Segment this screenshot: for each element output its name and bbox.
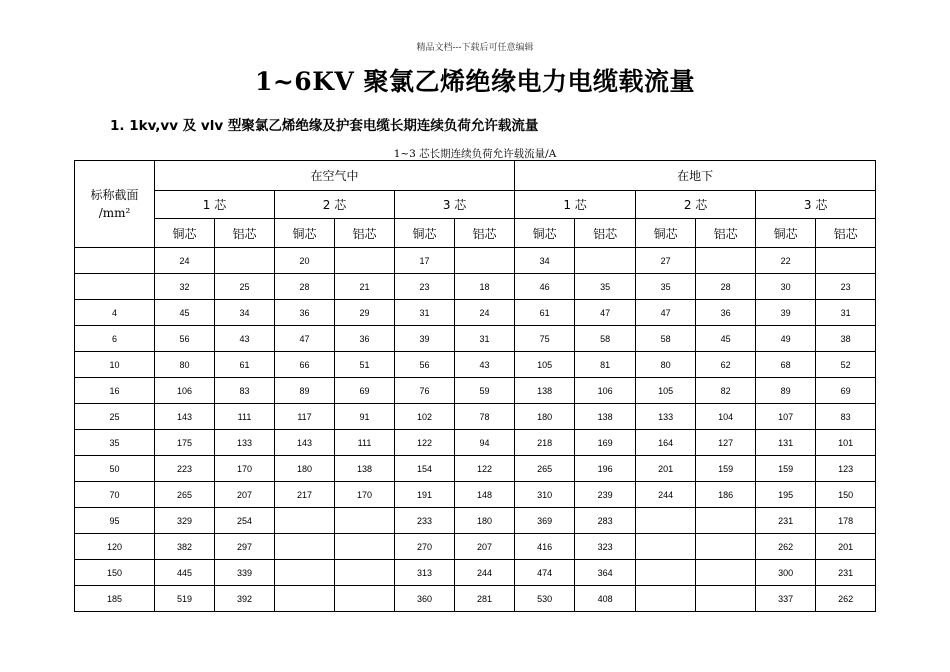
material-header-row [75,219,876,248]
ampacity-cell: 18 [455,274,515,300]
ampacity-cell: 239 [575,482,636,508]
material-header: 铝芯 [335,219,395,248]
table-row [75,586,876,612]
ampacity-cell: 360 [395,586,455,612]
table-row [75,248,876,274]
ampacity-cell: 35 [636,274,696,300]
ampacity-cell: 170 [215,456,275,482]
ampacity-cell: 75 [515,326,575,352]
ampacity-cell [636,534,696,560]
ampacity-cell [696,508,756,534]
group-header-row [75,161,876,191]
ampacity-cell [816,248,876,274]
ampacity-cell [696,560,756,586]
cross-section-header [75,161,155,248]
ampacity-cell: 159 [756,456,816,482]
ampacity-cell: 47 [275,326,335,352]
ampacity-cell: 104 [696,404,756,430]
ampacity-cell: 106 [575,378,636,404]
material-header: 铜芯 [756,219,816,248]
ampacity-cell: 297 [215,534,275,560]
ampacity-cell [275,508,335,534]
ampacity-cell: 283 [575,508,636,534]
ampacity-cell: 123 [816,456,876,482]
ampacity-cell: 313 [395,560,455,586]
ampacity-cell: 231 [756,508,816,534]
ampacity-cell [275,534,335,560]
ampacity-cell: 138 [575,404,636,430]
ampacity-cell: 83 [816,404,876,430]
ampacity-cell: 474 [515,560,575,586]
table-row [75,404,876,430]
ampacity-cell: 217 [275,482,335,508]
ampacity-cell: 244 [636,482,696,508]
ampacity-cell: 28 [275,274,335,300]
section-heading: 1. 1kv,vv 及 vlv 型聚氯乙烯绝缘及护套电缆长期连续负荷允许载流量 [110,118,539,134]
table-row [75,300,876,326]
ampacity-cell: 69 [335,378,395,404]
ampacity-cell: 81 [575,352,636,378]
ampacity-cell: 281 [455,586,515,612]
core-header-row [75,191,876,219]
table-row [75,560,876,586]
ampacity-cell: 180 [275,456,335,482]
table-row [75,326,876,352]
ampacity-cell: 56 [395,352,455,378]
ampacity-cell: 21 [335,274,395,300]
material-header: 铝芯 [455,219,515,248]
material-header: 铜芯 [395,219,455,248]
ampacity-cell: 51 [335,352,395,378]
ampacity-cell: 107 [756,404,816,430]
core-header: 3 芯 [756,191,876,219]
ampacity-cell: 31 [395,300,455,326]
ampacity-cell: 20 [275,248,335,274]
material-header: 铝芯 [816,219,876,248]
table-row [75,378,876,404]
ampacity-cell: 61 [515,300,575,326]
ampacity-cell: 122 [395,430,455,456]
ampacity-cell: 62 [696,352,756,378]
ampacity-cell: 244 [455,560,515,586]
ampacity-cell: 117 [275,404,335,430]
ampacity-cell: 38 [816,326,876,352]
ampacity-cell: 36 [335,326,395,352]
ampacity-cell [696,248,756,274]
ampacity-cell [636,560,696,586]
cross-section-cell: 95 [75,508,155,534]
ampacity-cell: 138 [335,456,395,482]
ampacity-cell: 150 [816,482,876,508]
ampacity-cell: 25 [215,274,275,300]
ampacity-cell [335,534,395,560]
ampacity-cell: 364 [575,560,636,586]
ampacity-cell: 52 [816,352,876,378]
table-row [75,430,876,456]
group-header-underground: 在地下 [515,161,876,191]
cross-section-label: 标称截面 [90,188,139,202]
ampacity-cell: 43 [455,352,515,378]
ampacity-cell: 138 [515,378,575,404]
ampacity-cell: 23 [395,274,455,300]
ampacity-cell: 201 [636,456,696,482]
ampacity-cell: 61 [215,352,275,378]
ampacity-cell: 170 [335,482,395,508]
core-header: 1 芯 [155,191,275,219]
ampacity-cell: 369 [515,508,575,534]
material-header: 铝芯 [696,219,756,248]
ampacity-cell: 34 [515,248,575,274]
ampacity-cell: 94 [455,430,515,456]
table-row [75,456,876,482]
ampacity-cell [575,248,636,274]
ampacity-cell: 80 [155,352,215,378]
ampacity-cell [275,560,335,586]
ampacity-cell: 180 [455,508,515,534]
ampacity-cell: 416 [515,534,575,560]
group-header-in-air: 在空气中 [155,161,515,191]
cross-section-cell: 10 [75,352,155,378]
table-row [75,352,876,378]
ampacity-cell [696,586,756,612]
ampacity-cell: 29 [335,300,395,326]
ampacity-cell: 223 [155,456,215,482]
table-row [75,508,876,534]
cross-section-cell: 35 [75,430,155,456]
ampacity-cell: 265 [515,456,575,482]
ampacity-cell: 196 [575,456,636,482]
ampacity-cell: 218 [515,430,575,456]
ampacity-cell: 111 [335,430,395,456]
cross-section-cell [75,248,155,274]
cross-section-cell: 16 [75,378,155,404]
ampacity-cell: 329 [155,508,215,534]
ampacity-cell: 191 [395,482,455,508]
ampacity-cell: 24 [455,300,515,326]
ampacity-cell: 58 [636,326,696,352]
ampacity-cell: 89 [756,378,816,404]
ampacity-cell: 131 [756,430,816,456]
ampacity-cell: 195 [756,482,816,508]
ampacity-cell: 300 [756,560,816,586]
ampacity-cell: 111 [215,404,275,430]
ampacity-cell: 175 [155,430,215,456]
cross-section-cell: 6 [75,326,155,352]
ampacity-cell: 91 [335,404,395,430]
ampacity-cell: 148 [455,482,515,508]
cross-section-cell: 70 [75,482,155,508]
ampacity-cell: 122 [455,456,515,482]
cross-section-cell: 150 [75,560,155,586]
ampacity-cell: 83 [215,378,275,404]
ampacity-cell: 262 [816,586,876,612]
ampacity-cell: 49 [756,326,816,352]
ampacity-cell: 102 [395,404,455,430]
material-header: 铜芯 [515,219,575,248]
ampacity-cell: 530 [515,586,575,612]
ampacity-cell: 101 [816,430,876,456]
ampacity-cell: 22 [756,248,816,274]
cross-section-cell: 185 [75,586,155,612]
cross-section-cell: 120 [75,534,155,560]
ampacity-cell [455,248,515,274]
table-row [75,274,876,300]
material-header: 铝芯 [215,219,275,248]
ampacity-cell: 262 [756,534,816,560]
ampacity-cell: 231 [816,560,876,586]
document-title: 1~6KV 聚氯乙烯绝缘电力电缆载流量 [254,67,696,96]
ampacity-cell: 47 [575,300,636,326]
cross-section-cell: 50 [75,456,155,482]
ampacity-cell [696,534,756,560]
ampacity-cell: 337 [756,586,816,612]
ampacity-cell: 17 [395,248,455,274]
ampacity-cell: 106 [155,378,215,404]
ampacity-cell: 39 [395,326,455,352]
ampacity-cell: 105 [515,352,575,378]
cross-section-unit: /mm² [98,206,131,220]
ampacity-cell: 133 [636,404,696,430]
ampacity-cell: 39 [756,300,816,326]
ampacity-cell: 47 [636,300,696,326]
ampacity-cell: 36 [275,300,335,326]
ampacity-cell: 127 [696,430,756,456]
ampacity-cell: 207 [455,534,515,560]
ampacity-cell: 76 [395,378,455,404]
ampacity-cell: 180 [515,404,575,430]
ampacity-cell: 35 [575,274,636,300]
ampacity-cell: 310 [515,482,575,508]
core-header: 3 芯 [395,191,515,219]
ampacity-cell: 30 [756,274,816,300]
ampacity-cell: 24 [155,248,215,274]
ampacity-cell: 82 [696,378,756,404]
ampacity-cell: 164 [636,430,696,456]
cross-section-cell: 4 [75,300,155,326]
header-note: 精品文档---下载后可任意编辑 [416,43,534,53]
ampacity-cell: 154 [395,456,455,482]
material-header: 铝芯 [575,219,636,248]
ampacity-cell: 408 [575,586,636,612]
ampacity-cell: 58 [575,326,636,352]
cross-section-cell: 25 [75,404,155,430]
ampacity-cell: 23 [816,274,876,300]
ampacity-cell: 46 [515,274,575,300]
ampacity-cell: 233 [395,508,455,534]
ampacity-cell: 105 [636,378,696,404]
core-header: 1 芯 [515,191,636,219]
ampacity-cell [335,586,395,612]
ampacity-cell: 68 [756,352,816,378]
ampacity-cell: 178 [816,508,876,534]
ampacity-cell [275,586,335,612]
ampacity-cell: 43 [215,326,275,352]
ampacity-cell: 27 [636,248,696,274]
ampacity-cell: 36 [696,300,756,326]
ampacity-cell: 34 [215,300,275,326]
ampacity-cell: 143 [275,430,335,456]
ampacity-cell: 169 [575,430,636,456]
ampacity-cell: 143 [155,404,215,430]
table-row [75,482,876,508]
ampacity-cell: 28 [696,274,756,300]
ampacity-cell: 78 [455,404,515,430]
ampacity-cell: 31 [455,326,515,352]
ampacity-cell: 133 [215,430,275,456]
ampacity-cell: 31 [816,300,876,326]
ampacity-cell: 201 [816,534,876,560]
ampacity-cell: 445 [155,560,215,586]
material-header: 铜芯 [636,219,696,248]
table-caption: 1~3 芯长期连续负荷允许载流量/A [393,148,557,160]
ampacity-cell [636,508,696,534]
ampacity-cell: 89 [275,378,335,404]
ampacity-cell: 270 [395,534,455,560]
material-header: 铜芯 [155,219,215,248]
ampacity-cell [335,560,395,586]
ampacity-cell: 186 [696,482,756,508]
ampacity-cell: 265 [155,482,215,508]
ampacity-cell [215,248,275,274]
ampacity-cell: 45 [155,300,215,326]
ampacity-cell: 519 [155,586,215,612]
ampacity-cell [335,248,395,274]
table-body [75,248,876,612]
ampacity-cell [636,586,696,612]
ampacity-cell: 69 [816,378,876,404]
ampacity-cell: 207 [215,482,275,508]
ampacity-cell: 339 [215,560,275,586]
ampacity-cell: 56 [155,326,215,352]
ampacity-cell: 59 [455,378,515,404]
table-row [75,534,876,560]
ampacity-cell: 323 [575,534,636,560]
core-header: 2 芯 [275,191,395,219]
ampacity-cell: 66 [275,352,335,378]
ampacity-cell: 392 [215,586,275,612]
ampacity-cell [335,508,395,534]
ampacity-table [74,160,876,612]
ampacity-cell: 382 [155,534,215,560]
ampacity-cell: 254 [215,508,275,534]
material-header: 铜芯 [275,219,335,248]
cross-section-cell [75,274,155,300]
ampacity-cell: 80 [636,352,696,378]
ampacity-cell: 45 [696,326,756,352]
ampacity-cell: 159 [696,456,756,482]
core-header: 2 芯 [636,191,756,219]
ampacity-cell: 32 [155,274,215,300]
